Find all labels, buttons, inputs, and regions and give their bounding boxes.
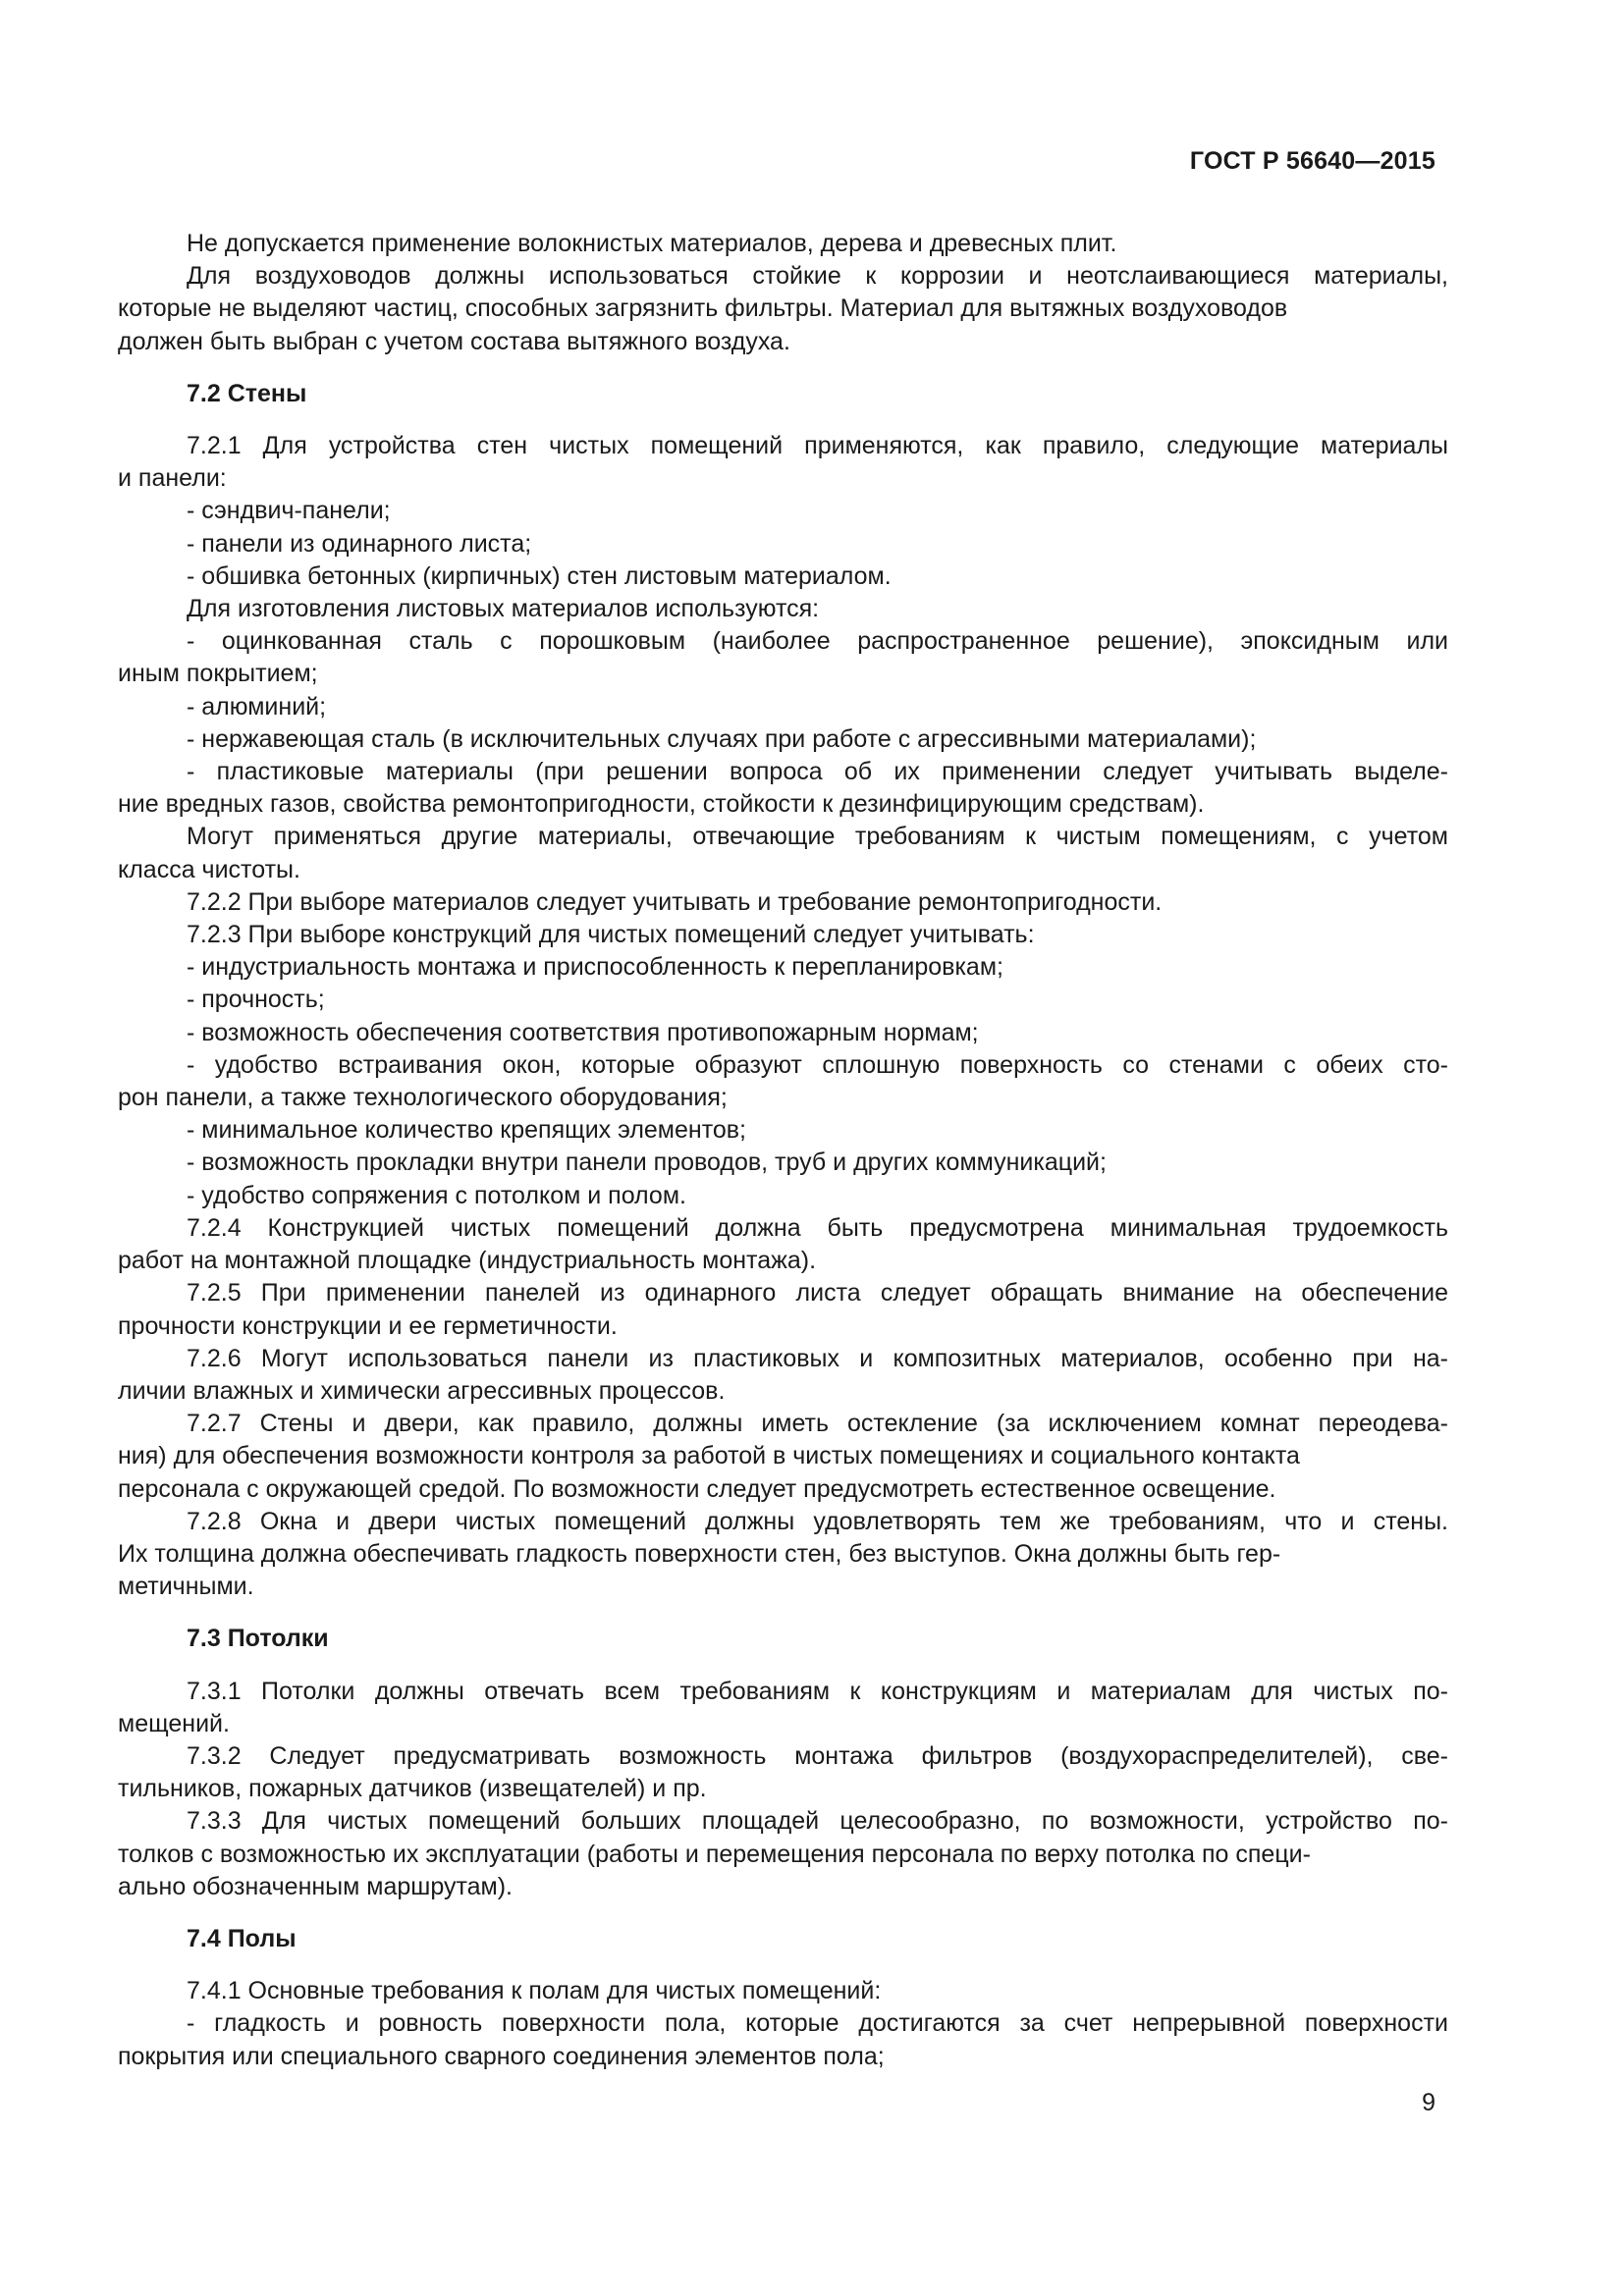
section-heading-walls: 7.2 Стены bbox=[187, 379, 307, 407]
text-line: 7.3.2 Следует предусматривать возможность монтажа фильтров (воздухораспределителей), све- bbox=[187, 1741, 1448, 1770]
list-item: - возможность обеспечения соответствия противопожарным нормам; bbox=[187, 1018, 979, 1046]
list-item: - минимальное количество крепящих элементов; bbox=[187, 1116, 747, 1145]
text-line: прочности конструкции и ее герметичности. bbox=[118, 1311, 618, 1340]
text-line: должен быть выбран с учетом состава вытяжного воздуха. bbox=[118, 327, 790, 355]
text-line: рон панели, а также технологического оборудования; bbox=[118, 1084, 728, 1112]
text-line: 7.2.6 Могут использоваться панели из пластиковых и композитных материалов, особенно при на- bbox=[187, 1344, 1448, 1372]
text-line: толков с возможностью их эксплуатации (работы и перемещения персонала по верху потолка по специ- bbox=[118, 1840, 1311, 1868]
section-heading-ceilings: 7.3 Потолки bbox=[187, 1625, 329, 1653]
text-line: 7.2.2 При выборе материалов следует учитывать и требование ремонтопригодности. bbox=[187, 887, 1163, 916]
text-line: ния) для обеспечения возможности контроля за работой в чистых помещениях и социального контакта bbox=[118, 1442, 1300, 1470]
text-line: покрытия или специального сварного соединения элементов пола; bbox=[118, 2042, 885, 2070]
text-line: ние вредных газов, свойства ремонтопригодности, стойкости к дезинфицирующим средствам). bbox=[118, 790, 1205, 819]
list-item: - гладкость и ровность поверхности пола, которые достигаются за счет непрерывной поверхности bbox=[187, 2009, 1448, 2038]
text-line: работ на монтажной площадке (индустриальность монтажа). bbox=[118, 1247, 817, 1275]
list-item: - удобство сопряжения с потолком и полом. bbox=[187, 1181, 686, 1209]
list-item: - панели из одинарного листа; bbox=[187, 529, 532, 558]
text-line: мещений. bbox=[118, 1709, 230, 1737]
text-line: 7.2.1 Для устройства стен чистых помещений применяются, как правило, следующие материалы bbox=[187, 432, 1448, 460]
text-line: которые не выделяют частиц, способных загрязнить фильтры. Материал для вытяжных воздуховодов bbox=[118, 294, 1288, 323]
text-line: тильников, пожарных датчиков (извещателей) и пр. bbox=[118, 1775, 707, 1803]
text-line: 7.2.7 Стены и двери, как правило, должны иметь остекление (за исключением комнат переодева- bbox=[187, 1410, 1448, 1438]
list-item: - сэндвич-панели; bbox=[187, 497, 391, 525]
text-line: личии влажных и химически агрессивных процессов. bbox=[118, 1376, 726, 1405]
list-item: - индустриальность монтажа и приспособленность к перепланировкам; bbox=[187, 953, 1003, 982]
text-line: ально обозначенным маршрутам). bbox=[118, 1872, 513, 1900]
list-item: - возможность прокладки внутри панели проводов, труб и других коммуникаций; bbox=[187, 1148, 1107, 1177]
text-line: метичными. bbox=[118, 1573, 254, 1601]
text-line: 7.4.1 Основные требования к полам для чистых помещений: bbox=[187, 1977, 882, 2005]
list-item: - нержавеющая сталь (в исключительных случаях при работе с агрессивными материалами); bbox=[187, 724, 1257, 753]
text-line: 7.2.4 Конструкцией чистых помещений должна быть предусмотрена минимальная трудоемкость bbox=[187, 1213, 1448, 1242]
text-line: Для воздуховодов должны использоваться стойкие к коррозии и неотслаивающиеся материалы, bbox=[187, 262, 1448, 291]
list-item: - обшивка бетонных (кирпичных) стен листовым материалом. bbox=[187, 561, 892, 590]
section-heading-floors: 7.4 Полы bbox=[187, 1924, 297, 1952]
text-line: иным покрытием; bbox=[118, 660, 318, 688]
text-line: Не допускается применение волокнистых материалов, дерева и древесных плит. bbox=[187, 230, 1117, 257]
text-line: 7.2.3 При выборе конструкций для чистых помещений следует учитывать: bbox=[187, 921, 1035, 949]
list-item: - удобство встраивания окон, которые образуют сплошную поверхность со стенами с обеих сто- bbox=[187, 1050, 1448, 1079]
text-line: 7.2.5 При применении панелей из одинарного листа следует обращать внимание на обеспечение bbox=[187, 1279, 1448, 1308]
document-code-header: ГОСТ Р 56640—2015 bbox=[1189, 147, 1435, 175]
page-number: 9 bbox=[1422, 2089, 1435, 2116]
list-item: - алюминий; bbox=[187, 692, 327, 721]
text-line: 7.2.8 Окна и двери чистых помещений должны удовлетворять тем же требованиям, что и стены. bbox=[187, 1507, 1448, 1535]
text-line: Их толщина должна обеспечивать гладкость поверхности стен, без выступов. Окна должны быть гер- bbox=[118, 1539, 1281, 1568]
text-line: персонала с окружающей средой. По возможности следует предусмотреть естественное освещение. bbox=[118, 1474, 1276, 1503]
text-line: 7.3.3 Для чистых помещений больших площадей целесообразно, по возможности, устройство по- bbox=[187, 1807, 1448, 1836]
text-line: Могут применяться другие материалы, отвечающие требованиям к чистым помещениям, с учетом bbox=[187, 823, 1448, 851]
text-line: Для изготовления листовых материалов используются: bbox=[187, 595, 820, 623]
list-item: - оцинкованная сталь с порошковым (наиболее распространенное решение), эпоксидным или bbox=[187, 627, 1448, 656]
list-item: - пластиковые материалы (при решении вопроса об их применении следует учитывать выделе- bbox=[187, 758, 1448, 786]
text-line: и панели: bbox=[118, 464, 227, 493]
list-item: - прочность; bbox=[187, 986, 325, 1014]
document-body bbox=[118, 228, 1448, 2073]
text-line: 7.3.1 Потолки должны отвечать всем требованиям к конструкциям и материалам для чистых по- bbox=[187, 1677, 1448, 1705]
text-line: класса чистоты. bbox=[118, 855, 300, 883]
